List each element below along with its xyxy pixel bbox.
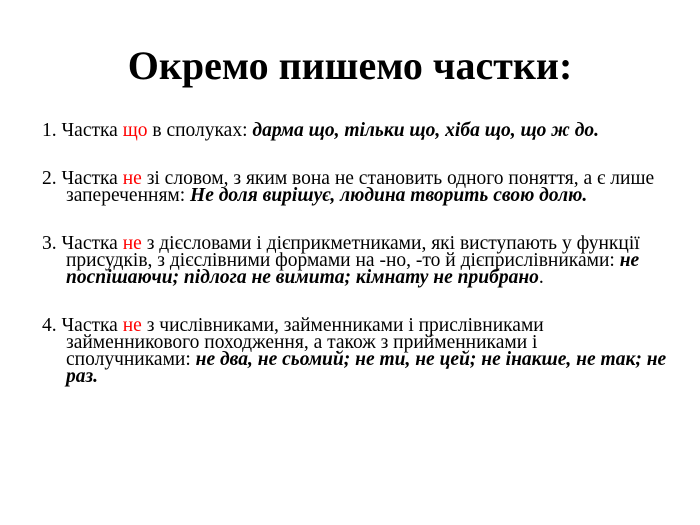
rules-list	[42, 122, 667, 416]
particle-highlight: не	[122, 315, 142, 336]
rule-item-2	[42, 170, 667, 204]
rule-lead: Частка	[61, 233, 118, 254]
particle-highlight: що	[122, 120, 148, 141]
rule-number: 1.	[42, 120, 57, 141]
rule-text: з дієсловами і дієприкметниками, які виступають у функції присудків, з дієслівними формами на -но, -то й дієприслівниками:	[66, 233, 640, 271]
rule-example: Не доля вирішує, людина творить свою долю.	[190, 185, 588, 206]
rule-item-1	[42, 122, 667, 139]
rule-example: не два, не сьомий; не ти, не цей; не інакше, не так; не раз.	[66, 349, 667, 387]
slide-title: Окремо пишемо частки:	[127, 43, 573, 88]
rule-lead: Частка	[61, 315, 118, 336]
rule-lead: Частка	[61, 168, 118, 189]
rule-example: дарма що, тільки що, хіба що, що ж до.	[252, 120, 600, 141]
particle-highlight: не	[122, 168, 142, 189]
rule-item-3	[42, 235, 667, 286]
particle-highlight: не	[122, 233, 142, 254]
rule-example: не поспішаючи; підлога не вимита; кімнату не прибрано	[66, 250, 640, 288]
rule-text: зі словом, з яким вона не становить одного поняття, а є лише запереченням:	[66, 168, 655, 206]
rule-number: 2.	[42, 168, 57, 189]
rule-number: 3.	[42, 233, 57, 254]
rule-text: з числівниками, займенниками і прислівниками займенникового походження, а також з прийменниками і сполучниками:	[66, 315, 544, 370]
rule-tail: .	[538, 267, 544, 288]
rule-lead: Частка	[61, 120, 118, 141]
rule-text: в сполуках:	[152, 120, 248, 141]
rule-item-4	[42, 317, 667, 385]
rule-number: 4.	[42, 315, 57, 336]
